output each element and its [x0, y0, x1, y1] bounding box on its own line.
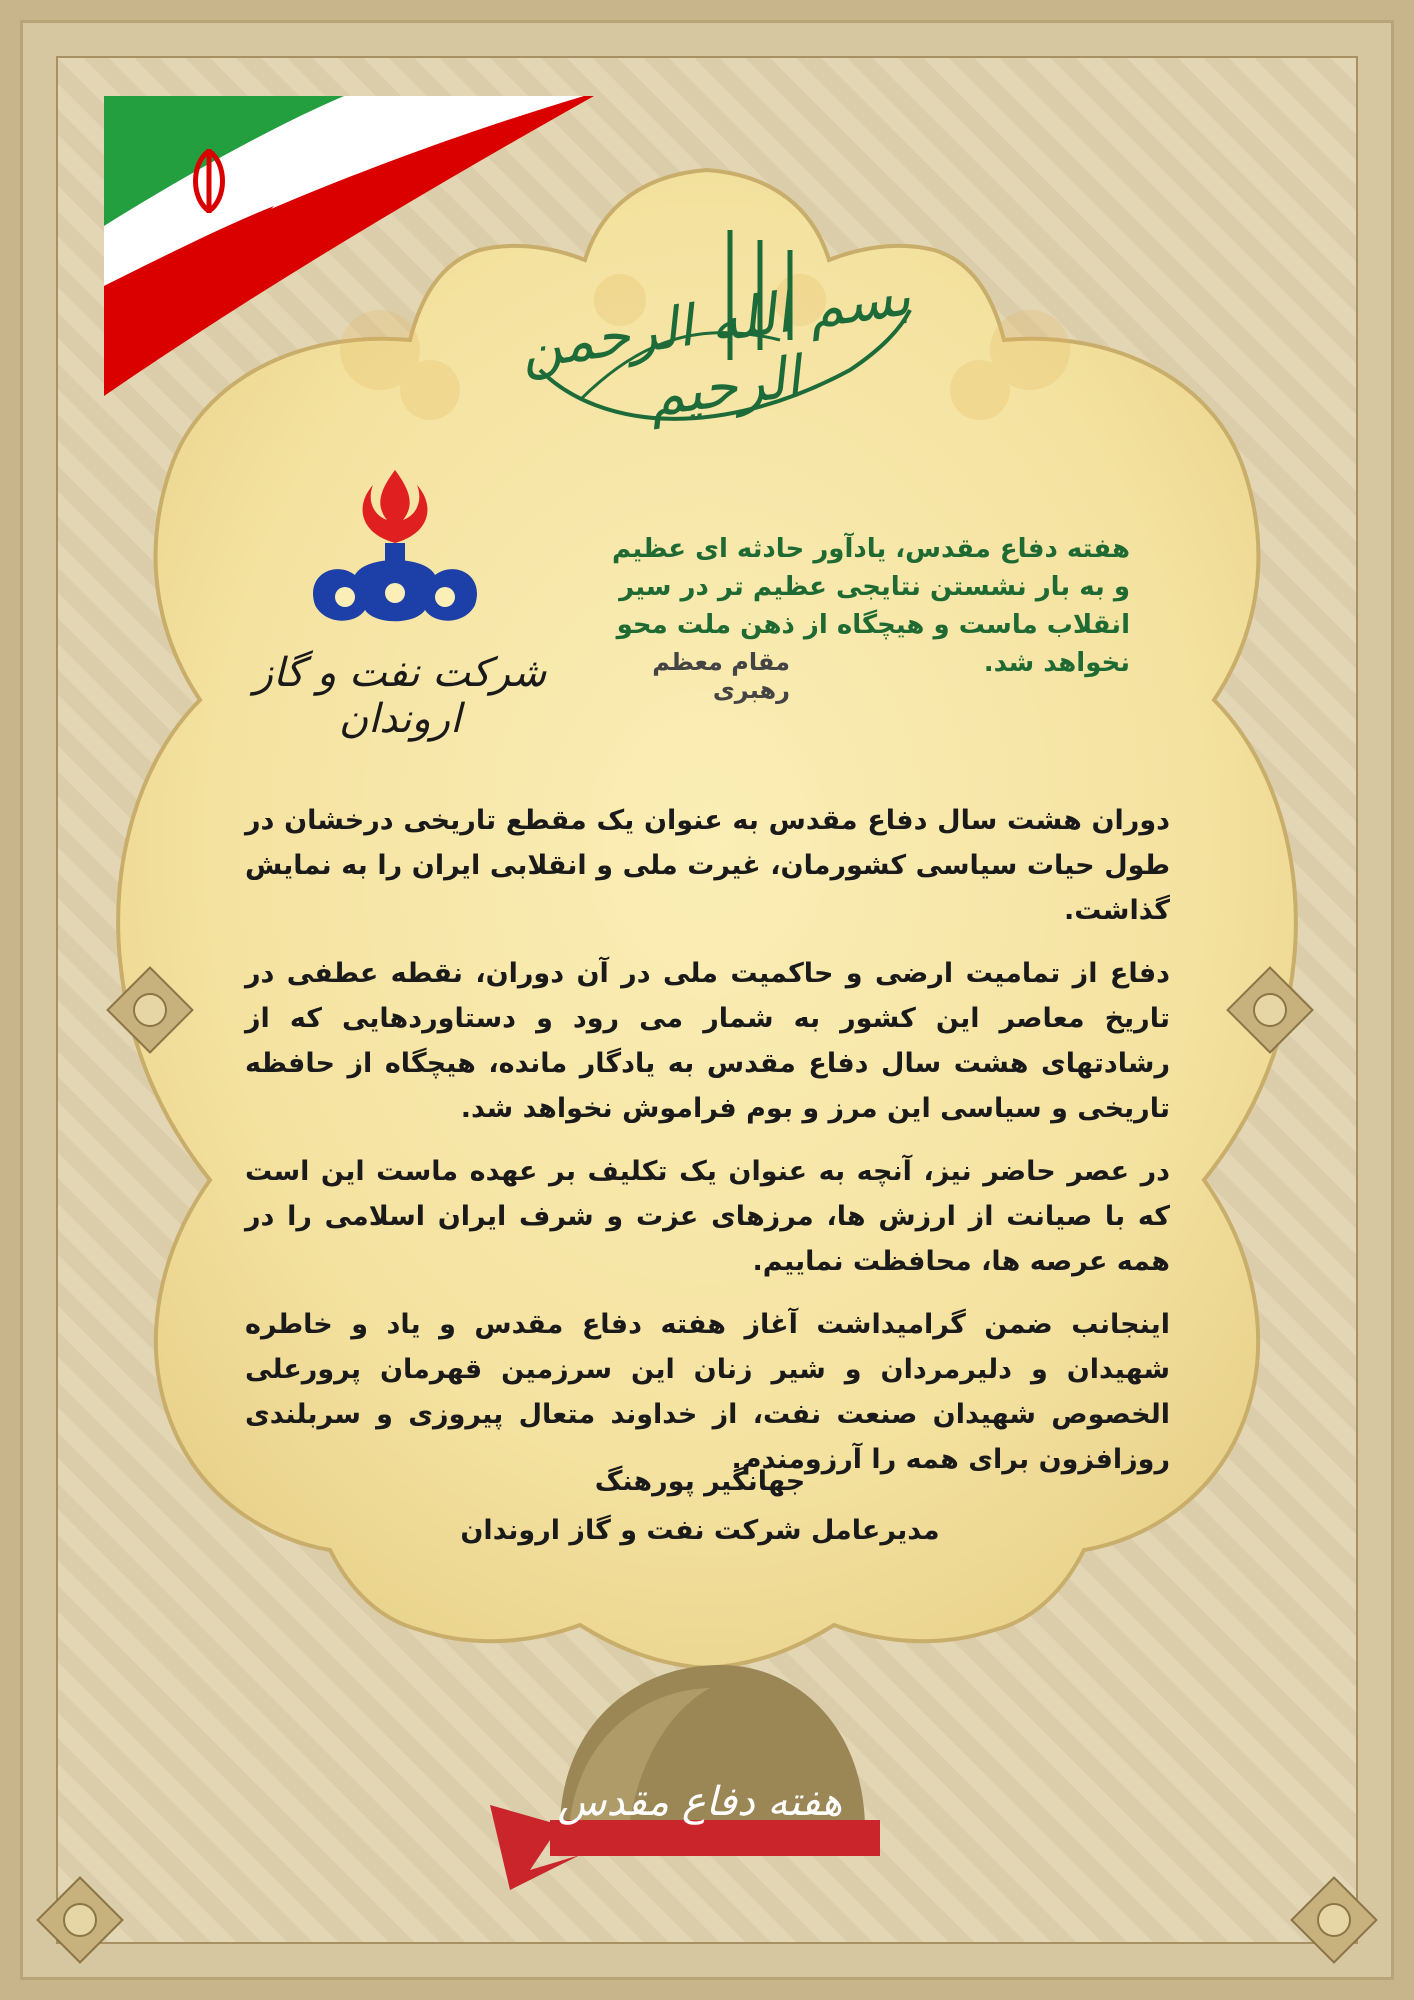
signer-title: مدیرعامل شرکت نفت و گاز اروندان — [460, 1515, 940, 1546]
message-body — [245, 798, 1170, 1500]
leader-quote: هفته دفاع مقدس، یادآور حادثه ای عظیم و به بار نشستن نتایجی عظیم تر در سیر انقلاب ماست و هیچگاه از ذهن ملت محو نخواهد شد. — [611, 534, 1130, 678]
basmala-calligraphy — [516, 200, 920, 450]
helmet-emblem-icon — [470, 1640, 900, 1930]
company-logo-caption: شرکت نفت و گاز اروندان — [253, 650, 547, 742]
bottom-right-ornament-icon — [1284, 1870, 1384, 1970]
left-ornament-icon — [100, 960, 200, 1060]
body-paragraph: دفاع از تمامیت ارضی و حاکمیت ملی در آن دوران، نقطه عطفی در تاریخ معاصر این کشور به شمار می رود و دستاوردهایی که از رشادتهای هشت سال دفاع مقدس به یادگار مانده، هیچگاه از حافظه تاریخی و سیاسی این مرز و بوم فراموش نخواهد شد. — [245, 958, 1170, 1124]
nioc-flame-logo-icon — [295, 465, 495, 645]
right-ornament-icon — [1220, 960, 1320, 1060]
body-paragraph: در عصر حاضر نیز، آنچه به عنوان یک تکلیف بر عهده ماست این است که با صیانت از ارزش ها، مرزهای عزت و شرف ایران اسلامی را در همه عرصه ها، محافظت نماییم. — [245, 1156, 1170, 1277]
emblem-text: هفته دفاع مقدس — [557, 1779, 843, 1825]
quote-author: مقام معظم رهبری — [652, 648, 790, 704]
basmala-text: بسم الله الرحمن الرحیم — [516, 263, 915, 430]
signer-name: جهانگیر پورهنگ — [594, 1466, 806, 1497]
body-paragraph: دوران هشت سال دفاع مقدس به عنوان یک مقطع تاریخی درخشان در طول حیات سیاسی کشورمان، غیرت ملی و انقلابی ایران را به نمایش گذاشت. — [245, 805, 1170, 926]
bottom-left-ornament-icon — [30, 1870, 130, 1970]
body-paragraph: اینجانب ضمن گرامیداشت آغاز هفته دفاع مقدس و یاد و خاطره شهیدان و دلیرمردان و شیر زنان این سرزمین قهرمان پرورعلی الخصوص شهیدان صنعت نفت، از خداوند متعال پیروزی و سربلندی روزافزون برای همه را آرزومندم. — [245, 1309, 1170, 1475]
